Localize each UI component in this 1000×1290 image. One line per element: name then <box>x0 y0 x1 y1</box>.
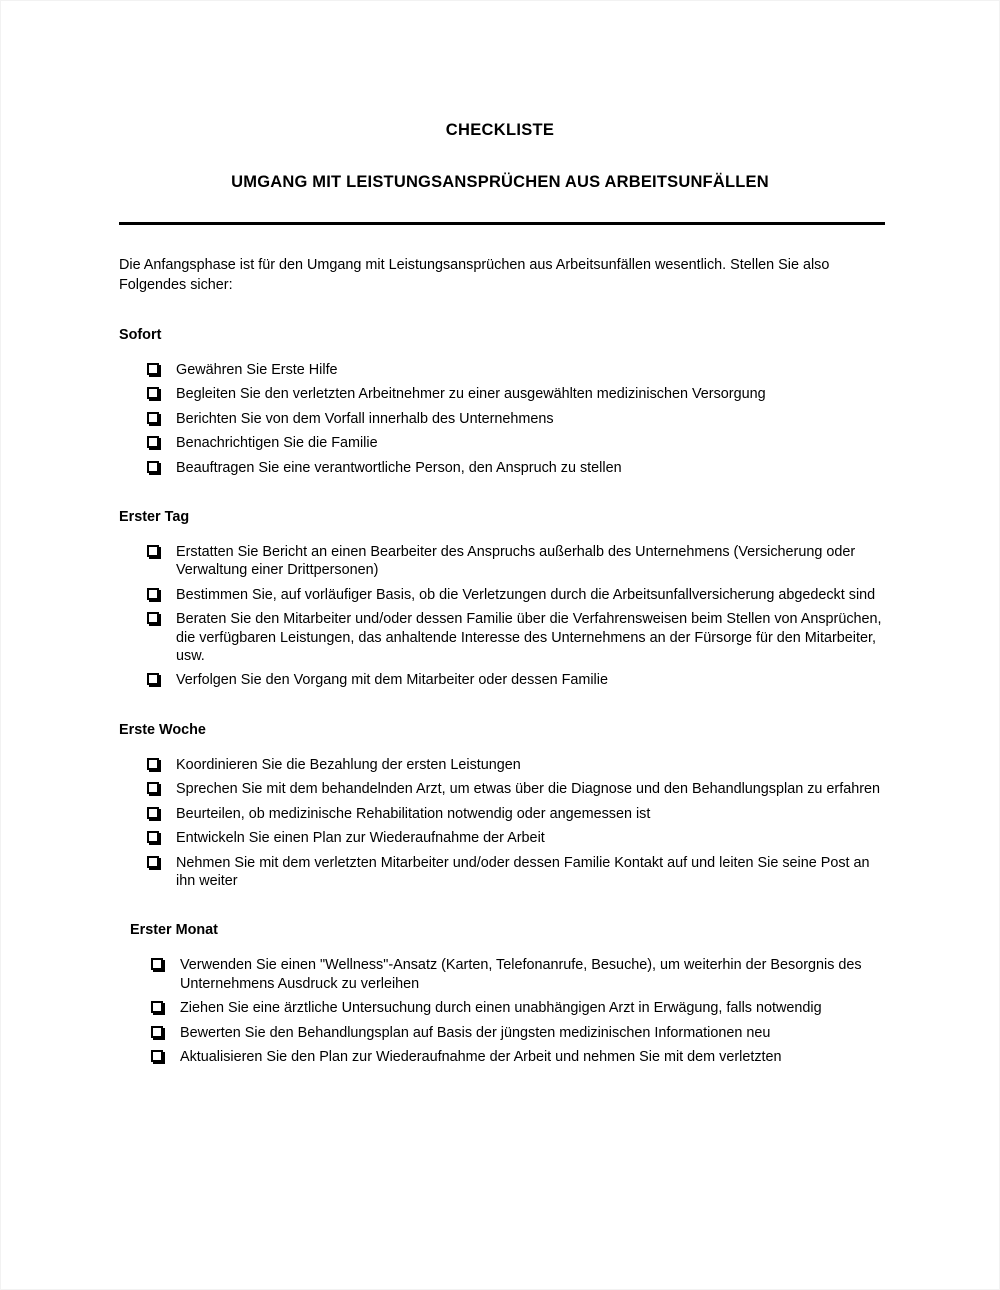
checkbox-icon[interactable] <box>147 612 159 624</box>
intro-paragraph: Die Anfangsphase ist für den Umgang mit Leistungsansprüchen aus Arbeitsunfällen wesentlich. Stellen Sie also Folgendes sicher: <box>119 257 830 293</box>
section-heading: Erste Woche <box>119 721 206 738</box>
checkbox-box <box>147 363 159 375</box>
checklist-item[interactable] <box>147 543 885 580</box>
checkbox-icon[interactable] <box>147 758 159 770</box>
checklist <box>1 756 999 890</box>
checklist-item[interactable] <box>147 410 885 428</box>
checkbox-box <box>147 807 159 819</box>
checkbox-box <box>147 831 159 843</box>
checklist-item-label: Berichten Sie von dem Vorfall innerhalb des Unternehmens <box>176 410 554 427</box>
checklist-item-label: Beauftragen Sie eine verantwortliche Person, den Anspruch zu stellen <box>176 459 622 476</box>
checkbox-box <box>147 673 159 685</box>
checkbox-icon[interactable] <box>147 387 159 399</box>
checklist-item[interactable] <box>147 610 885 665</box>
checkbox-box <box>147 387 159 399</box>
checkbox-box <box>147 545 159 557</box>
section-heading: Erster Monat <box>130 922 218 939</box>
checklist-item-label: Begleiten Sie den verletzten Arbeitnehmer zu einer ausgewählten medizinischen Versorgung <box>176 386 766 403</box>
checklist-section <box>1 920 999 1066</box>
checklist-item-label: Ziehen Sie eine ärztliche Untersuchung durch einen unabhängigen Arzt in Erwägung, falls notwendig <box>180 1000 822 1017</box>
checklist-item-label: Koordinieren Sie die Bezahlung der ersten Leistungen <box>176 756 521 773</box>
checkbox-box <box>147 612 159 624</box>
checklist-item[interactable] <box>147 385 885 403</box>
document-subtitle: UMGANG MIT LEISTUNGSANSPRÜCHEN AUS ARBEITSUNFÄLLEN <box>231 173 769 191</box>
checkbox-icon[interactable] <box>147 461 159 473</box>
checklist-item[interactable] <box>151 1048 885 1066</box>
checkbox-icon[interactable] <box>147 588 159 600</box>
checkbox-box <box>147 436 159 448</box>
checkbox-icon[interactable] <box>147 856 159 868</box>
checkbox-icon[interactable] <box>147 363 159 375</box>
checklist-item-label: Entwickeln Sie einen Plan zur Wiederaufnahme der Arbeit <box>176 830 545 847</box>
checklist-item[interactable] <box>151 999 885 1017</box>
checklist-item-label: Bestimmen Sie, auf vorläufiger Basis, ob die Verletzungen durch die Arbeitsunfallversicherung abgedeckt sind <box>176 586 876 603</box>
checklist-item-label: Verfolgen Sie den Vorgang mit dem Mitarbeiter oder dessen Familie <box>176 672 608 689</box>
checklist-item[interactable] <box>147 361 885 379</box>
checkbox-icon[interactable] <box>151 1026 163 1038</box>
checklist-item[interactable] <box>147 854 885 891</box>
checklist-item-label: Beraten Sie den Mitarbeiter und/oder dessen Familie über die Verfahrensweisen beim Stellen von Ansprüchen, die verfügbaren Leistungen, das anhaltende Interesse des Unternehmens an der Fürsorge für den Mitarbeiter, usw. <box>176 611 882 665</box>
checkbox-icon[interactable] <box>147 831 159 843</box>
checklist-item-label: Bewerten Sie den Behandlungsplan auf Basis der jüngsten medizinischen Informationen neu <box>180 1024 771 1041</box>
checkbox-box <box>147 461 159 473</box>
checkbox-box <box>147 758 159 770</box>
checkbox-icon[interactable] <box>147 807 159 819</box>
checklist-item-label: Sprechen Sie mit dem behandelnden Arzt, um etwas über die Diagnose und den Behandlungsplan zu erfahren <box>176 781 881 798</box>
checklist-item-label: Verwenden Sie einen "Wellness"-Ansatz (Karten, Telefonanrufe, Besuche), um weiterhin der Besorgnis des Unternehmens Ausdruck zu verleihen <box>180 957 862 992</box>
checklist-item[interactable] <box>147 434 885 452</box>
checklist-item[interactable] <box>151 956 885 993</box>
checklist-item-label: Aktualisieren Sie den Plan zur Wiederaufnahme der Arbeit und nehmen Sie mit dem verletzten <box>180 1048 782 1065</box>
checklist-section <box>1 507 999 690</box>
document-header <box>1 1 999 193</box>
checklist-item[interactable] <box>147 671 885 689</box>
checkbox-box <box>147 856 159 868</box>
checklist <box>1 543 999 690</box>
section-heading: Erster Tag <box>119 509 190 526</box>
checklist-item[interactable] <box>147 586 885 604</box>
checklist-item[interactable] <box>147 459 885 477</box>
checkbox-box <box>151 1050 163 1062</box>
checkbox-box <box>151 1001 163 1013</box>
checklist-item-label: Beurteilen, ob medizinische Rehabilitation notwendig oder angemessen ist <box>176 805 651 822</box>
checkbox-box <box>151 1026 163 1038</box>
checkbox-icon[interactable] <box>151 1050 163 1062</box>
header-divider-rule <box>119 222 885 225</box>
checkbox-icon[interactable] <box>151 1001 163 1013</box>
section-heading: Sofort <box>119 327 162 343</box>
document-title: CHECKLISTE <box>445 121 555 139</box>
checklist-sections <box>1 325 999 1066</box>
checkbox-box <box>147 588 159 600</box>
checklist-item[interactable] <box>147 756 885 774</box>
checklist-section <box>1 720 999 890</box>
checklist-item-label: Benachrichtigen Sie die Familie <box>176 435 378 452</box>
checkbox-icon[interactable] <box>147 673 159 685</box>
checkbox-box <box>147 412 159 424</box>
checklist-item-label: Erstatten Sie Bericht an einen Bearbeiter des Anspruchs außerhalb des Unternehmens (Versicherung oder Verwaltung einer Drittpersonen) <box>176 544 856 579</box>
checklist-item[interactable] <box>147 805 885 823</box>
checkbox-box <box>151 958 163 970</box>
checklist-section <box>1 325 999 477</box>
checklist <box>1 956 999 1066</box>
checkbox-icon[interactable] <box>151 958 163 970</box>
checklist-item-label: Nehmen Sie mit dem verletzten Mitarbeiter und/oder dessen Familie Kontakt auf und leiten Sie seine Post an ihn weiter <box>176 854 870 889</box>
checkbox-icon[interactable] <box>147 412 159 424</box>
checkbox-icon[interactable] <box>147 436 159 448</box>
checklist-item[interactable] <box>147 780 885 798</box>
checklist <box>1 361 999 477</box>
checklist-item[interactable] <box>151 1024 885 1042</box>
checklist-item[interactable] <box>147 829 885 847</box>
checkbox-icon[interactable] <box>147 782 159 794</box>
checklist-item-label: Gewähren Sie Erste Hilfe <box>176 362 338 378</box>
checkbox-icon[interactable] <box>147 545 159 557</box>
checkbox-box <box>147 782 159 794</box>
